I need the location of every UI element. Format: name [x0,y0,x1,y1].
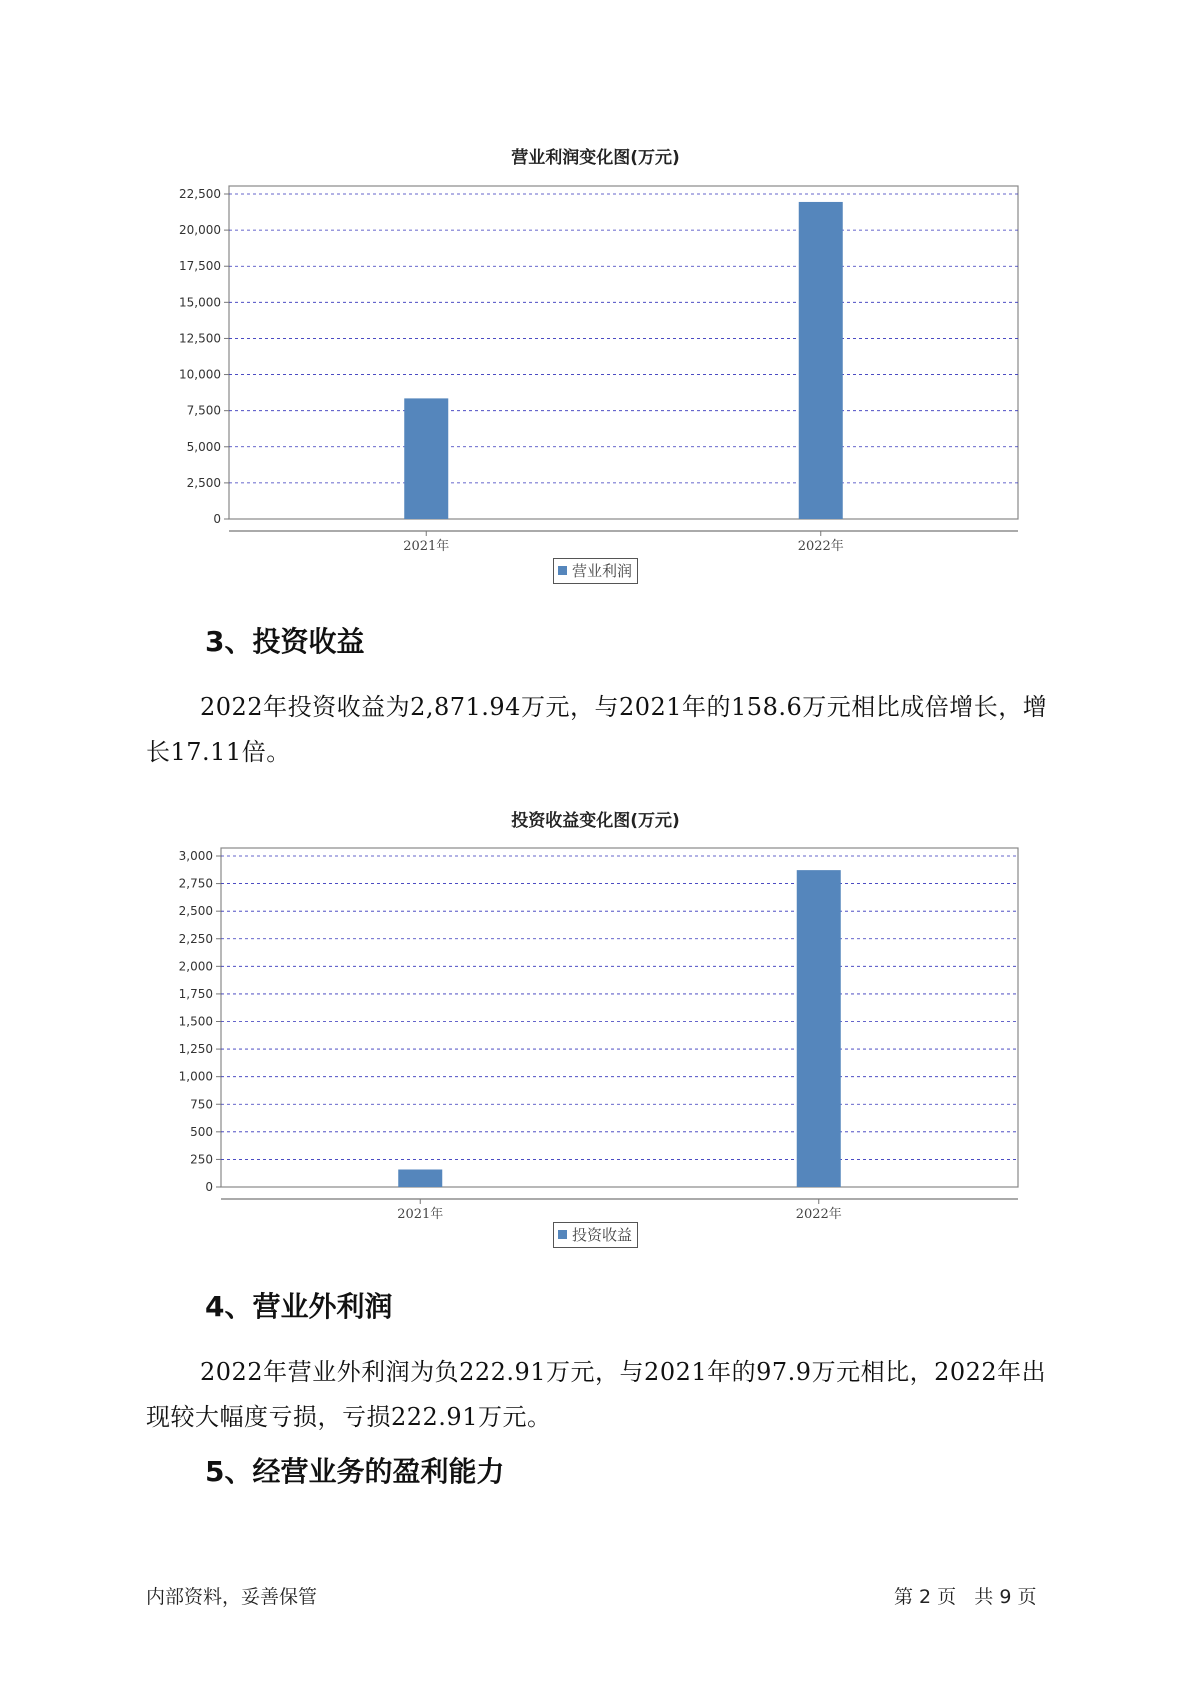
legend-swatch [558,1230,567,1239]
y-tick-label: 2,500 [178,904,213,919]
x-tick-label: 2021年 [403,539,450,554]
y-tick-label: 12,500 [179,331,221,346]
bar-2021年 [404,398,448,519]
section3-paragraph: 2022年投资收益为2,871.94万元，与2021年的158.6万元相比成倍增长，增长17.11倍。 [146,693,1048,766]
y-tick-label: 5,000 [186,439,221,454]
legend-swatch [558,566,567,575]
y-tick-label: 2,500 [186,475,221,490]
y-tick-label: 0 [213,512,221,526]
footer-confidential-note: 内部资料，妥善保管 [146,1586,318,1608]
y-tick-label: 3,000 [178,849,213,863]
section4-paragraph: 2022年营业外利润为负222.91万元，与2021年的97.9万元相比，2022年出现较大幅度亏损，亏损222.91万元。 [146,1358,1047,1431]
chart1-legend [553,558,638,584]
section3-heading: 3、投资收益 [205,625,365,658]
y-tick-label: 15,000 [179,295,221,310]
y-tick-label: 0 [205,1180,213,1194]
y-tick-label: 17,500 [179,259,221,274]
chart1-title: 营业利润变化图(万元) [511,148,680,168]
chart1-operating-profit [0,0,1191,560]
y-tick-label: 2,250 [178,931,213,946]
plot-frame [221,848,1018,1187]
y-tick-label: 1,250 [178,1042,213,1057]
y-tick-label: 2,000 [178,959,213,974]
footer-page-number: 第 2 页 共 9 页 [894,1586,1037,1608]
y-tick-label: 1,750 [178,986,213,1001]
chart1-legend-label: 营业利润 [572,562,633,580]
chart2-legend-label: 投资收益 [572,1226,633,1244]
y-tick-label: 7,500 [186,403,221,418]
plot-frame [229,186,1018,519]
x-tick-label: 2022年 [797,539,844,554]
y-tick-label: 500 [190,1124,213,1139]
chart2-legend [553,1222,638,1248]
y-tick-label: 22,500 [179,187,221,201]
y-tick-label: 20,000 [179,223,221,238]
y-tick-label: 250 [190,1152,213,1167]
chart2-investment-income [0,660,1191,1260]
bar-2022年 [799,202,843,519]
y-tick-label: 10,000 [179,367,221,382]
chart2-title: 投资收益变化图(万元) [511,811,680,831]
section4-heading: 4、营业外利润 [205,1290,393,1323]
y-tick-label: 750 [190,1097,213,1112]
section5-heading: 5、经营业务的盈利能力 [205,1455,505,1488]
bar-2022年 [797,870,841,1187]
bar-2021年 [398,1170,442,1187]
x-tick-label: 2022年 [795,1207,842,1222]
y-tick-label: 1,000 [178,1069,213,1084]
y-tick-label: 2,750 [178,876,213,891]
x-tick-label: 2021年 [397,1207,444,1222]
y-tick-label: 1,500 [178,1014,213,1029]
